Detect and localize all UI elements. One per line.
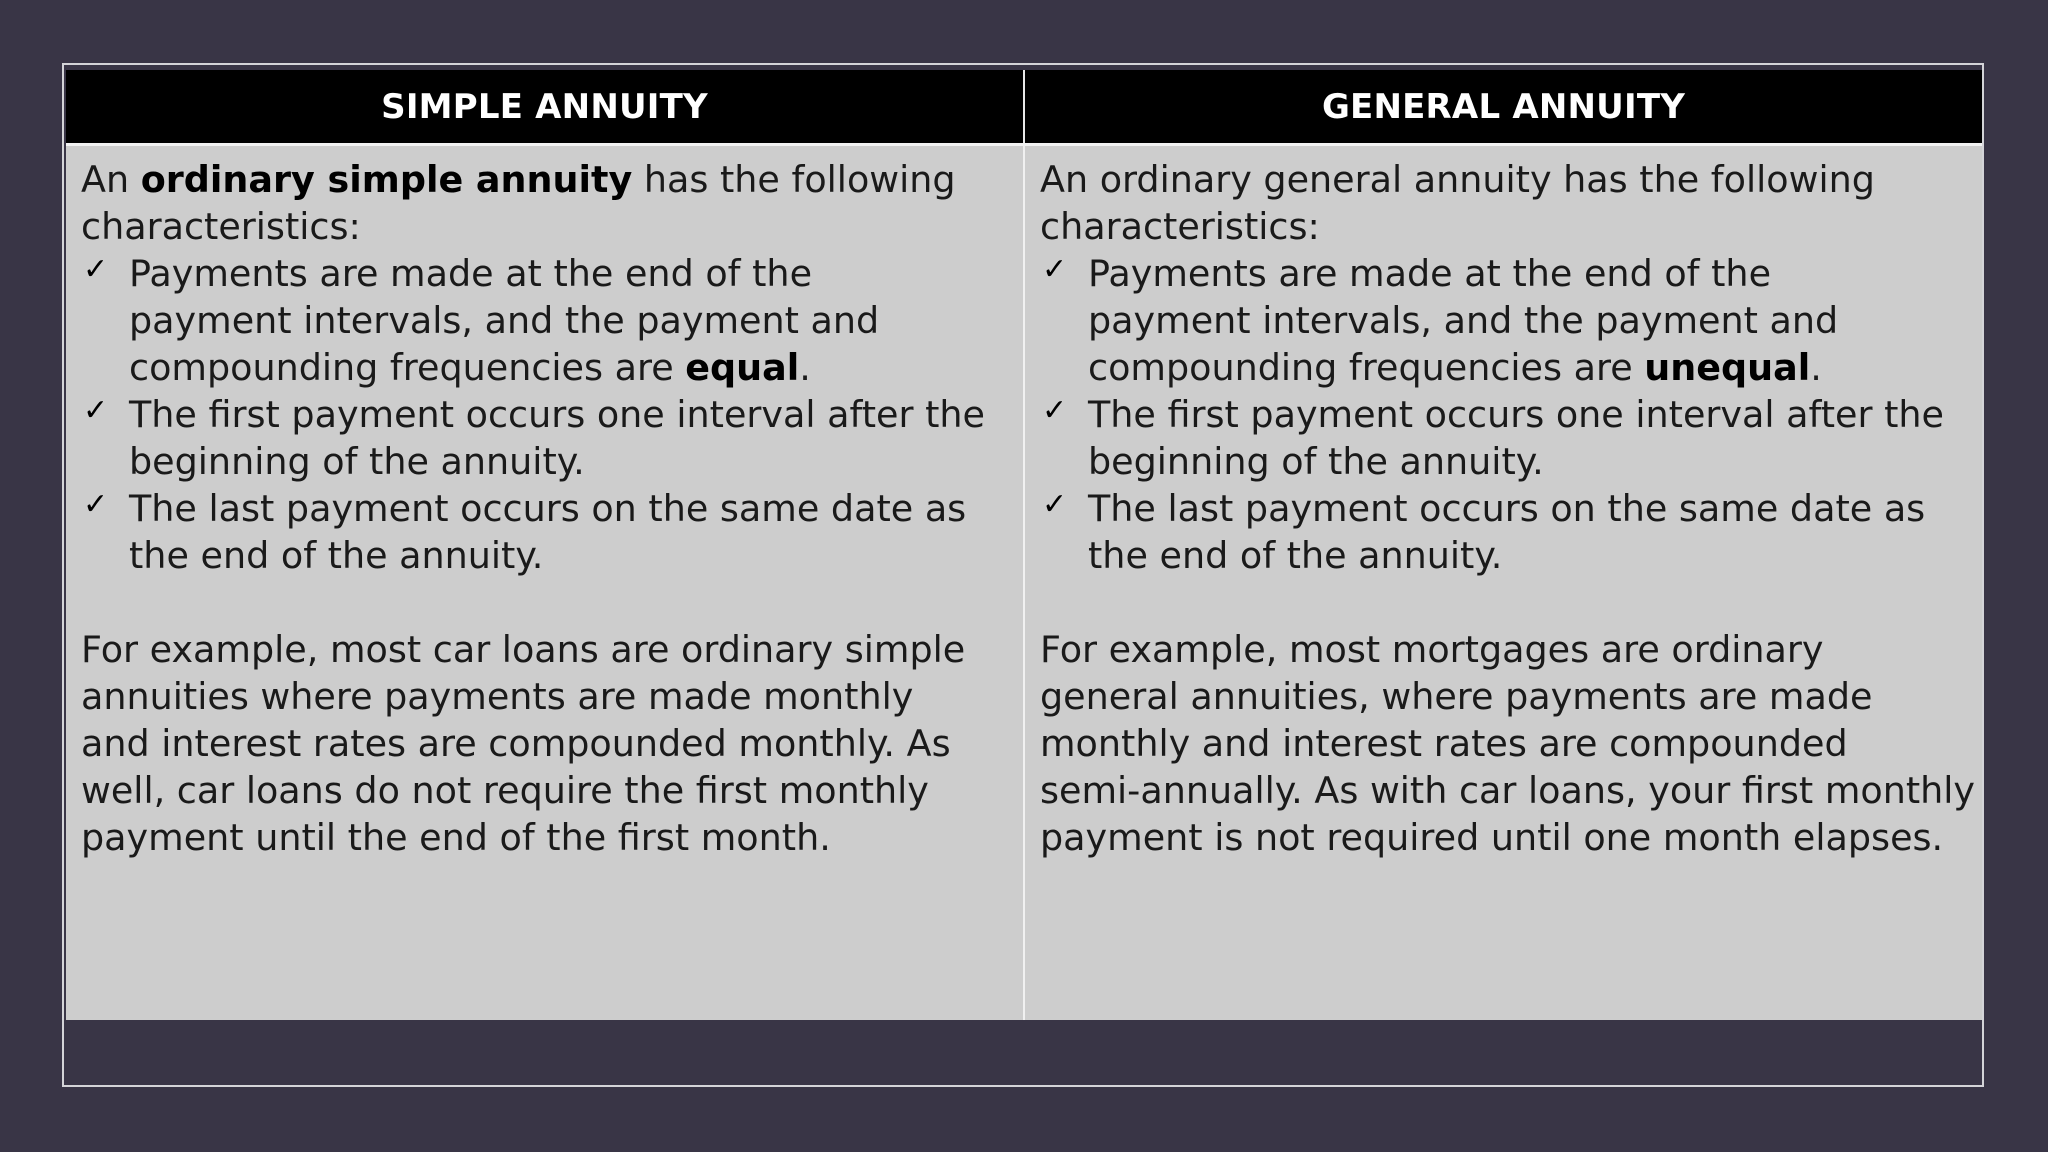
general-intro-line2: characteristics:	[1040, 205, 1320, 248]
bullet-line: compounding frequencies are	[129, 346, 686, 389]
bullet-line: The last payment occurs on the same date as	[129, 487, 967, 530]
list-item	[81, 391, 1009, 485]
simple-intro-bold: ordinary simple annuity	[140, 158, 633, 201]
checkmark-icon: ✓	[1042, 487, 1068, 522]
example-line: payment is not required until one month elapses.	[1040, 816, 1944, 859]
checkmark-icon: ✓	[83, 487, 109, 522]
bullet-line: The first payment occurs one interval after the	[1088, 393, 1944, 436]
list-item	[81, 485, 1009, 579]
checkmark-icon: ✓	[1042, 393, 1068, 428]
general-annuity-header: GENERAL ANNUITY	[1025, 70, 1982, 143]
example-line: well, car loans do not require the first monthly	[81, 769, 929, 812]
example-line: For example, most car loans are ordinary simple	[81, 628, 966, 671]
bullet-line: compounding frequencies are	[1088, 346, 1645, 389]
general-example	[1040, 626, 1976, 861]
bullet-line: The last payment occurs on the same date as	[1088, 487, 1926, 530]
bullet-line: The first payment occurs one interval after the	[129, 393, 985, 436]
general-intro	[1040, 156, 1968, 250]
bullet-line: the end of the annuity.	[1088, 534, 1503, 577]
simple-annuity-cell	[66, 146, 1023, 1020]
example-line: For example, most mortgages are ordinary	[1040, 628, 1824, 671]
list-item	[1040, 391, 1968, 485]
general-characteristics-list	[1040, 250, 1968, 579]
bullet-line: Payments are made at the end of the	[129, 252, 813, 295]
bullet-line: payment intervals, and the payment and	[129, 299, 880, 342]
bullet-line: beginning of the annuity.	[1088, 440, 1544, 483]
bullet-line: Payments are made at the end of the	[1088, 252, 1772, 295]
emphasis-equal: equal	[685, 346, 800, 389]
bullet-line: payment intervals, and the payment and	[1088, 299, 1839, 342]
example-line: general annuities, where payments are made	[1040, 675, 1873, 718]
list-item	[1040, 250, 1968, 391]
simple-annuity-header: SIMPLE ANNUITY	[66, 70, 1023, 143]
bullet-line: the end of the annuity.	[129, 534, 544, 577]
checkmark-icon: ✓	[83, 393, 109, 428]
list-item	[1040, 485, 1968, 579]
example-line: and interest rates are compounded monthly. As	[81, 722, 951, 765]
bullet-line: beginning of the annuity.	[129, 440, 585, 483]
simple-intro-text: An	[81, 158, 141, 201]
bullet-line-end: .	[799, 346, 811, 389]
general-intro-line1: An ordinary general annuity has the following	[1040, 158, 1875, 201]
annuity-comparison-table	[66, 70, 1982, 1020]
example-line: monthly and interest rates are compounded	[1040, 722, 1848, 765]
simple-intro	[81, 156, 1009, 250]
simple-intro-line2: characteristics:	[81, 205, 361, 248]
example-line: semi-annually. As with car loans, your first monthly	[1040, 769, 1976, 812]
checkmark-icon: ✓	[1042, 252, 1068, 287]
emphasis-unequal: unequal	[1644, 346, 1811, 389]
simple-example	[81, 626, 1009, 861]
simple-intro-text-end: has the following	[632, 158, 956, 201]
bullet-line-end: .	[1810, 346, 1822, 389]
general-annuity-cell	[1025, 146, 1982, 1020]
simple-characteristics-list	[81, 250, 1009, 579]
example-line: payment until the end of the first month.	[81, 816, 831, 859]
list-item	[81, 250, 1009, 391]
checkmark-icon: ✓	[83, 252, 109, 287]
example-line: annuities where payments are made monthly	[81, 675, 914, 718]
